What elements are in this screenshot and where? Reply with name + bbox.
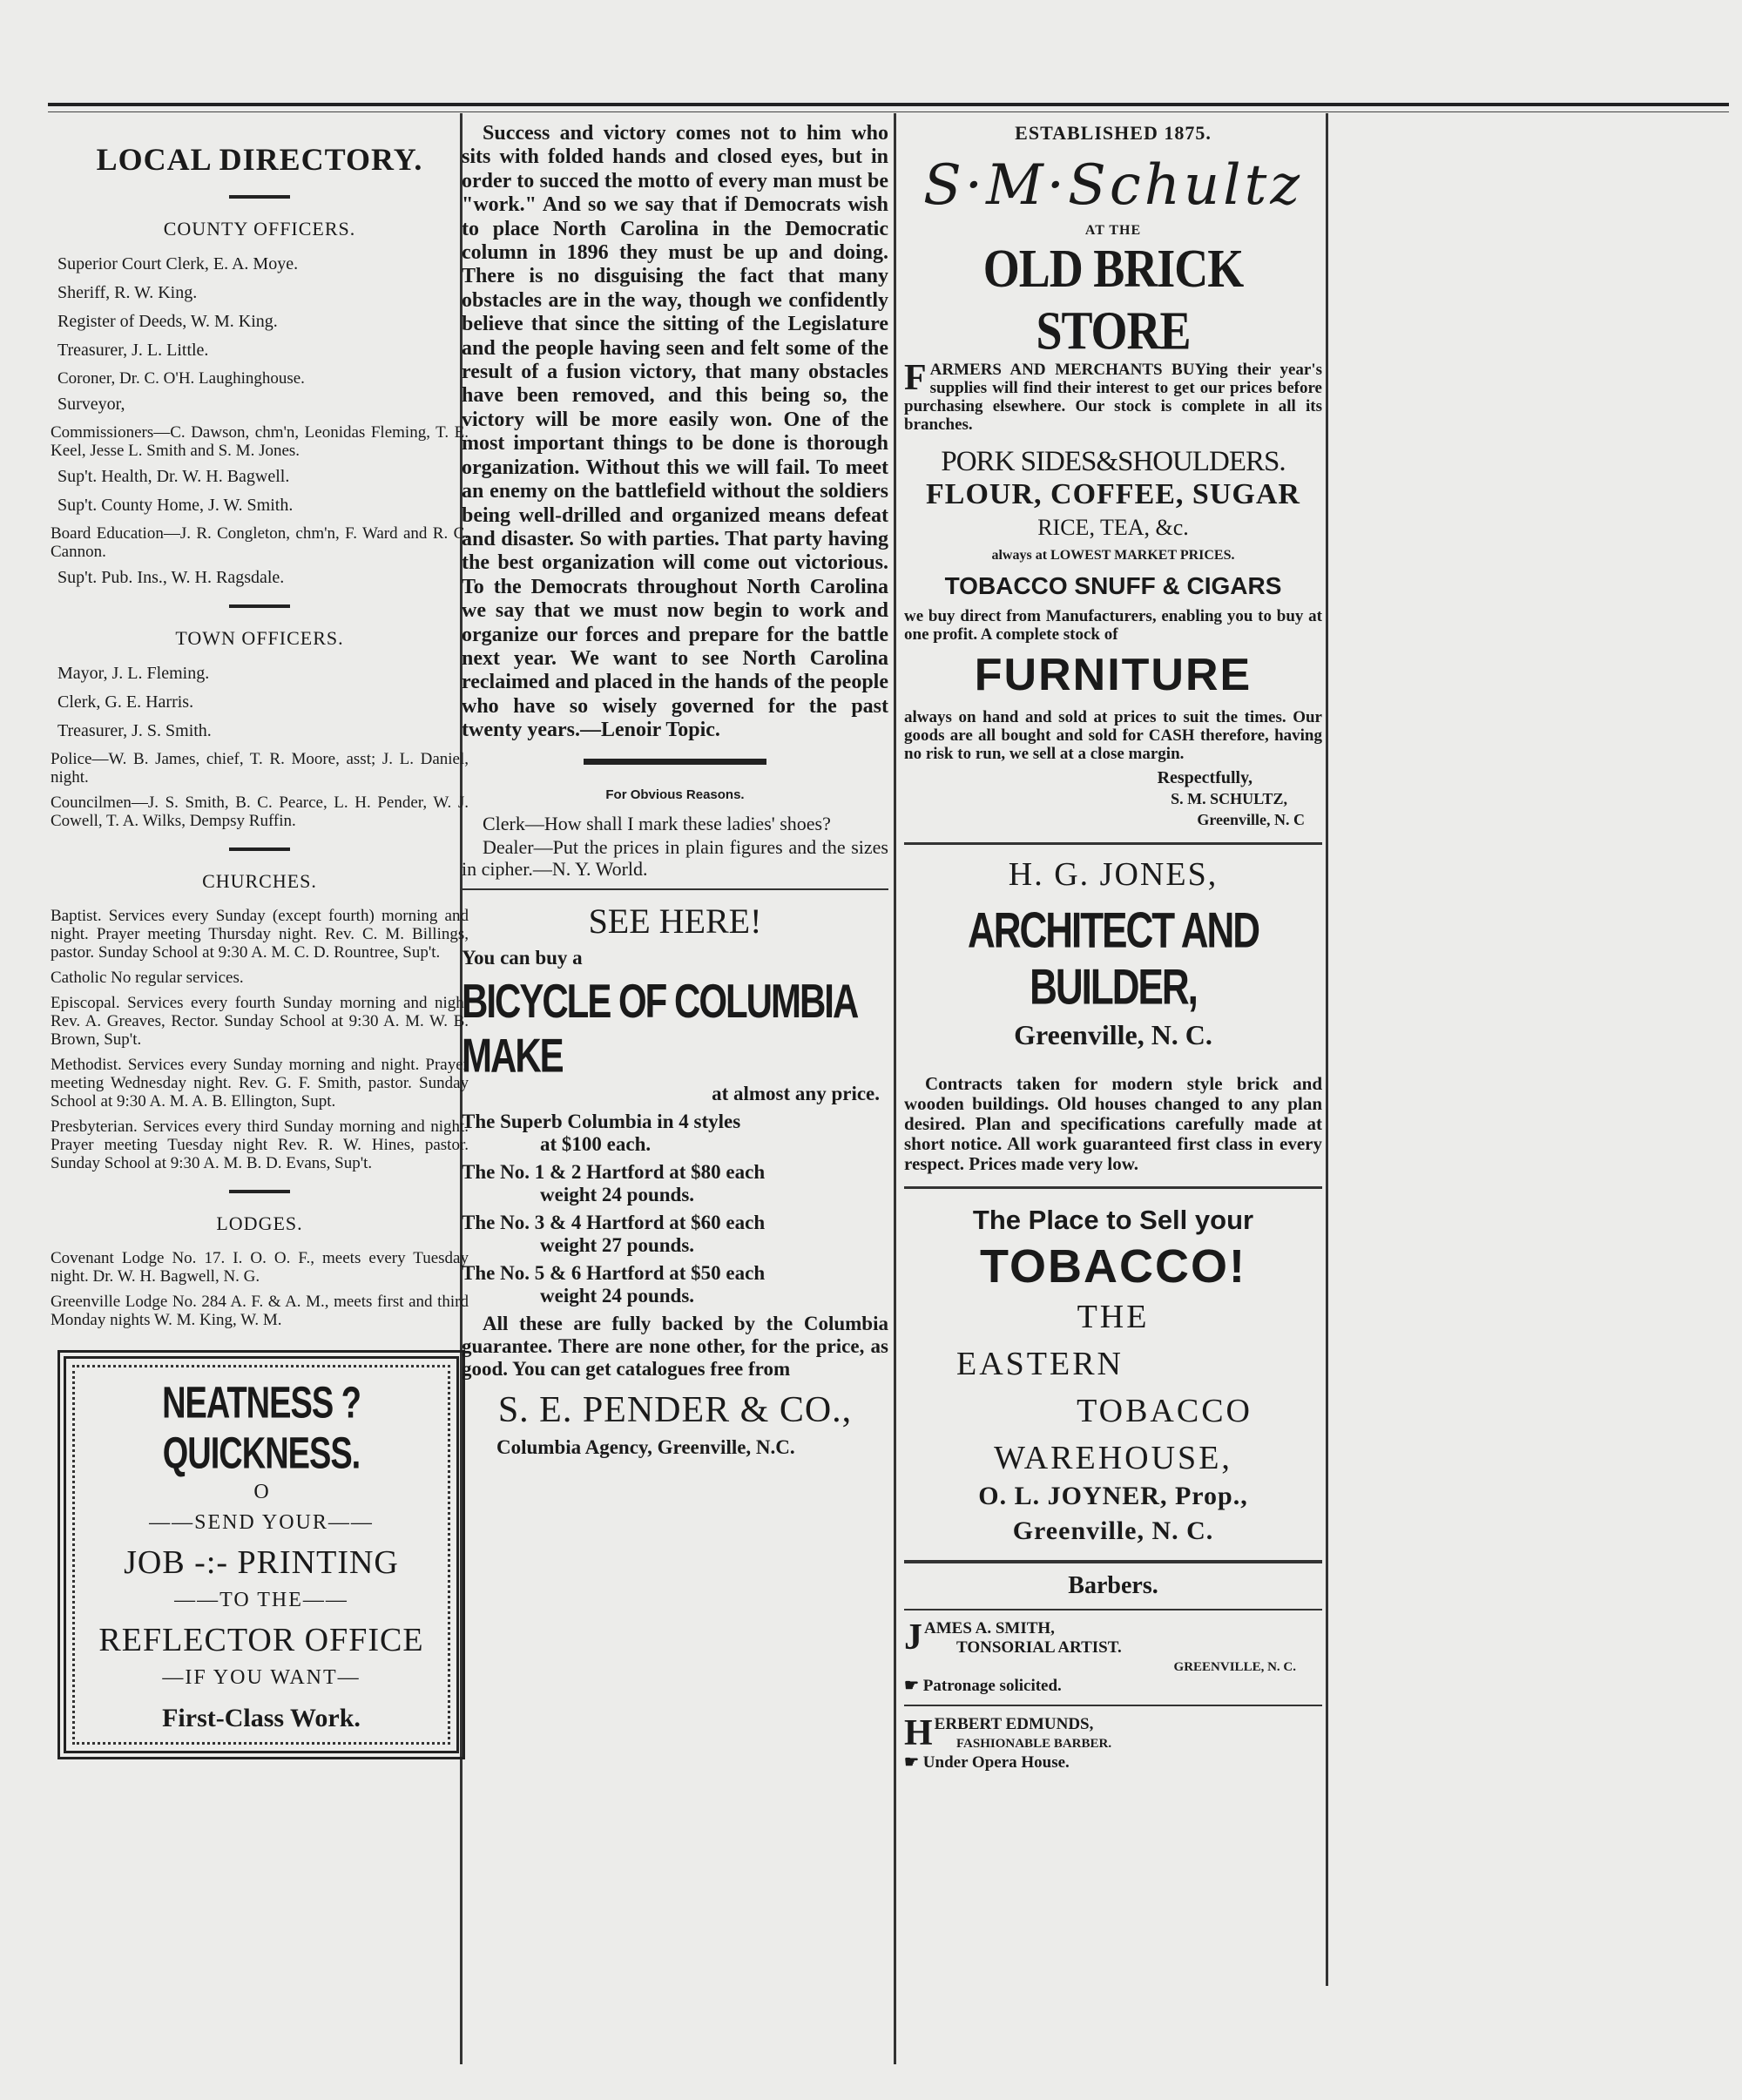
top-rule-thin [48, 111, 1729, 112]
pender-company-name: S. E. PENDER & CO., [497, 1389, 853, 1430]
directory-entry: Treasurer, J. L. Little. [57, 341, 209, 360]
editorial-column [462, 122, 888, 1459]
edmunds-note: ☛ Under Opera House. [904, 1753, 1070, 1772]
clerk-line: Clerk—How shall I mark these ladies' shoes? [483, 812, 831, 834]
directory-entry: Methodist. Services every Sunday morning and night. Prayer meeting Wednesday night. Rev. G. F. Smith, pastor. Sunday School at 9:30 A. M. A. B. Ellington, Supt. [51, 1056, 469, 1111]
jones-name: H. G. JONES, [1008, 856, 1219, 893]
edmunds-title: FASHIONABLE BARBER. [956, 1737, 1112, 1751]
neatness-quickness-ad [57, 1350, 465, 1759]
price-model: The No. 3 & 4 Hartford at $60 each [462, 1211, 766, 1233]
reflector-office-line: REFLECTOR OFFICE [98, 1622, 424, 1658]
directory-entry: Coroner, Dr. C. O'H. Laughinghouse. [57, 369, 305, 388]
established-line: ESTABLISHED 1875. [1015, 122, 1212, 144]
directory-entry: Commissioners—C. Dawson, chm'n, Leonidas Fleming, T. E. Keel, Jesse L. Smith and S. M. Jones. [51, 423, 469, 460]
directory-title: LOCAL DIRECTORY. [96, 142, 423, 177]
first-class-work-line: First-Class Work. [162, 1704, 361, 1732]
respectfully-line: Respectfully, [1157, 768, 1252, 787]
price-detail: weight 27 pounds. [540, 1233, 695, 1256]
farmers-body: ARMERS AND MERCHANTS BUYing their year's supplies will find their interest to get our prices before purchasing elsewhere. Our stock is complete in all its branches. [904, 361, 1322, 434]
guarantee-text: All these are fully backed by the Columbia guarantee. There are none other, for the price, as good. You can get catalogues free from [462, 1312, 888, 1380]
edmunds-name: ERBERT EDMUNDS, [934, 1715, 1094, 1733]
bicycle-ad [462, 901, 888, 1459]
directory-entry: Sup't. County Home, J. W. Smith. [57, 496, 294, 515]
price-entry [462, 1111, 888, 1156]
smith-city: GREENVILLE, N. C. [1173, 1660, 1296, 1674]
schultz-name: S·M·Schultz [922, 153, 1304, 218]
directory-entry: Surveyor, [57, 395, 125, 414]
to-the-line: ——TO THE—— [174, 1589, 348, 1611]
local-directory-column [51, 122, 469, 1759]
tobacco-heading: TOBACCO! [980, 1240, 1246, 1293]
directory-entry: Sup't. Pub. Ins., W. H. Ragsdale. [57, 568, 285, 587]
price-detail: weight 24 pounds. [540, 1183, 695, 1205]
county-officers-heading: COUNTY OFFICERS. [163, 218, 356, 240]
columbia-agency-line: Columbia Agency, Greenville, N.C. [496, 1435, 795, 1458]
furniture-heading: FURNITURE [974, 650, 1252, 700]
directory-entry: Treasurer, J. S. Smith. [57, 721, 212, 740]
jones-text: Contracts taken for modern style brick and wooden buildings. Old houses changed to any plan desired. Plan and specifications carefully made at short notice. All work guaranteed first class in every respect. Prices made very low. [904, 1073, 1322, 1174]
schultz-location: Greenville, N. C [1197, 811, 1305, 828]
directory-entry: Presbyterian. Services every third Sunday morning and night. Prayer meeting Tuesday night Rev. R. W. Hines, pastor. Sunday School at 9:30 A. M. B. D. Evans, Sup't. [51, 1118, 469, 1172]
price-entry [462, 1161, 888, 1206]
flour-line: FLOUR, COFFEE, SUGAR [926, 478, 1300, 510]
divider [904, 1609, 1322, 1610]
directory-entry: Catholic No regular services. [51, 969, 244, 987]
smith-name: AMES A. SMITH, [924, 1619, 1055, 1637]
tobacco-line: TOBACCO [1077, 1393, 1252, 1429]
see-here-heading: SEE HERE! [588, 901, 762, 941]
county-officers-list [51, 254, 469, 587]
smith-barber-entry [904, 1619, 1322, 1696]
direct-text: we buy direct from Manufacturers, enabling you to buy at one profit. A complete stock of [904, 607, 1322, 644]
top-rule [48, 103, 1729, 106]
neatness-ornament: O [253, 1481, 269, 1503]
at-the-line: AT THE [1084, 223, 1142, 238]
old-brick-store-heading: OLD BRICK STORE [982, 238, 1244, 361]
price-detail: weight 24 pounds. [540, 1284, 695, 1307]
tobacco-snuff-line: TOBACCO SNUFF & CIGARS [944, 572, 1282, 599]
price-entry [462, 1212, 888, 1257]
divider [229, 847, 290, 851]
churches-heading: CHURCHES. [202, 870, 317, 892]
schultz-signature: S. M. SCHULTZ, [1171, 790, 1287, 807]
you-can-buy-line: You can buy a [462, 946, 583, 969]
price-model: The No. 1 & 2 Hartford at $80 each [462, 1160, 766, 1183]
directory-entry: Sheriff, R. W. King. [57, 283, 198, 302]
divider [904, 1186, 1322, 1189]
obvious-reasons-heading: For Obvious Reasons. [605, 787, 745, 802]
drop-cap: F [904, 358, 927, 398]
directory-entry: Sup't. Health, Dr. W. H. Bagwell. [57, 467, 290, 486]
divider [229, 1190, 290, 1193]
drop-cap: J [904, 1617, 922, 1658]
neatness-title: NEATNESS ? QUICKNESS. [162, 1378, 361, 1479]
edmunds-barber-entry [904, 1715, 1322, 1773]
directory-entry: Superior Court Clerk, E. A. Moye. [57, 254, 299, 273]
town-officers-list [51, 664, 469, 830]
if-you-want-line: —IF YOU WANT— [162, 1666, 361, 1689]
place-to-sell-line: The Place to Sell your [972, 1205, 1254, 1235]
lodges-heading: LODGES. [216, 1212, 303, 1234]
divider [462, 888, 888, 890]
lowest-prices-line: always at LOWEST MARKET PRICES. [991, 548, 1235, 563]
warehouse-city: Greenville, N. C. [1012, 1516, 1214, 1545]
almost-any-price-line: at almost any price. [712, 1082, 880, 1104]
directory-entry: Board Education—J. R. Congleton, chm'n, F. Ward and R. C. Cannon. [51, 524, 469, 561]
directory-entry: Episcopal. Services every fourth Sunday morning and night Rev. A. Greaves, Rector. Sunday School at 9:30 A. M. W. B. Brown, Sup't. [51, 994, 469, 1049]
divider [229, 604, 290, 608]
warehouse-line: WAREHOUSE, [994, 1440, 1232, 1476]
lodges-list [51, 1249, 469, 1329]
column-divider-3 [1326, 113, 1328, 1986]
directory-entry: Councilmen—J. S. Smith, B. C. Pearce, L. H. Pender, W. J. Cowell, T. A. Wilks, Dempsy Ruffin. [51, 793, 469, 830]
divider [904, 1560, 1322, 1563]
town-officers-heading: TOWN OFFICERS. [175, 627, 344, 649]
directory-entry: Baptist. Services every Sunday (except fourth) morning and night. Prayer meeting Thursday night. Rev. C. M. Billings, pastor. Sunday School at 9:30 A. M. C. D. Rountree, Sup't. [51, 907, 469, 962]
drop-cap: H [904, 1713, 933, 1753]
directory-entry: Register of Deeds, W. M. King. [57, 312, 278, 331]
barbers-heading: Barbers. [1068, 1572, 1158, 1599]
divider [584, 759, 766, 765]
pork-line: PORK SIDES&SHOULDERS. [941, 446, 1286, 477]
editorial-text: Success and victory comes not to him who sits with folded hands and closed eyes, but in order to succed the motto of every man must be "work." And so we say that if Democrats wish to place North Carolina in the Democratic column in 1896 they must be up and doing. There is no disguising the fact that many obstacles are in the way, though we confidently believe that since the sitting of the Legislature and the people having seen and felt some of the result of a fusion victory, that many obstacles have been removed, and this being so, the victory will be more easily won. One of the most important things to be done is thorough organization. Without this we will fail. To meet an enemy on the battlefield without the soldiers being well-drilled and organized means defeat and disaster. So with parties. That party having the best organization will come out victorious. To the Democrats throughout North Carolina we say that we must now begin to work and organize our forces and prepare for the battle next year. We want to see North Carolina reclaimed and placed in the hands of the people who have so wisely governed for the past twenty years.—Lenoir Topic. [462, 122, 888, 742]
smith-title: TONSORIAL ARTIST. [956, 1638, 1122, 1657]
directory-entry: Covenant Lodge No. 17. I. O. O. F., meets every Tuesday night. Dr. W. H. Bagwell, N. G. [51, 1249, 469, 1286]
always-text: always on hand and sold at prices to suit the times. Our goods are all bought and sold for CASH therefore, having no risk to run, we sell at a close margin. [904, 708, 1322, 763]
price-model: The Superb Columbia in 4 styles [462, 1110, 741, 1132]
jones-ad [904, 855, 1322, 1174]
divider [229, 195, 290, 199]
directory-entry: Clerk, G. E. Harris. [57, 692, 194, 712]
the-line: THE [1077, 1299, 1150, 1335]
divider [904, 842, 1322, 845]
smith-note: ☛ Patronage solicited. [904, 1677, 1062, 1695]
rice-line: RICE, TEA, &c. [1037, 515, 1189, 540]
schultz-ad [904, 122, 1322, 830]
directory-entry: Police—W. B. James, chief, T. R. Moore, asst; J. L. Daniel, night. [51, 750, 469, 787]
jones-city: Greenville, N. C. [1014, 1019, 1212, 1050]
send-your-line: ——SEND YOUR—— [149, 1511, 374, 1534]
dealer-line: Dealer—Put the prices in plain figures and the sizes in cipher.—N. Y. World. [462, 835, 888, 880]
divider [904, 1705, 1322, 1706]
eastern-line: EASTERN [956, 1346, 1124, 1382]
tobacco-warehouse-ad [904, 1205, 1322, 1546]
churches-list [51, 907, 469, 1172]
joyner-line: O. L. JOYNER, Prop., [978, 1482, 1248, 1510]
architect-heading: ARCHITECT AND BUILDER, [967, 903, 1259, 1016]
directory-entry: Greenville Lodge No. 284 A. F. & A. M., meets first and third Monday nights W. M. King, W. M. [51, 1293, 469, 1329]
price-entry [462, 1262, 888, 1307]
price-model: The No. 5 & 6 Hartford at $50 each [462, 1261, 766, 1284]
job-printing-line: JOB -:- PRINTING [124, 1544, 399, 1581]
ads-column [904, 122, 1322, 1773]
column-divider-2 [894, 113, 896, 2064]
farmers-text [904, 358, 1322, 434]
directory-entry: Mayor, J. L. Fleming. [57, 664, 210, 683]
bicycle-headline: BICYCLE OF COLUMBIA MAKE [462, 974, 856, 1082]
price-detail: at $100 each. [540, 1132, 652, 1155]
